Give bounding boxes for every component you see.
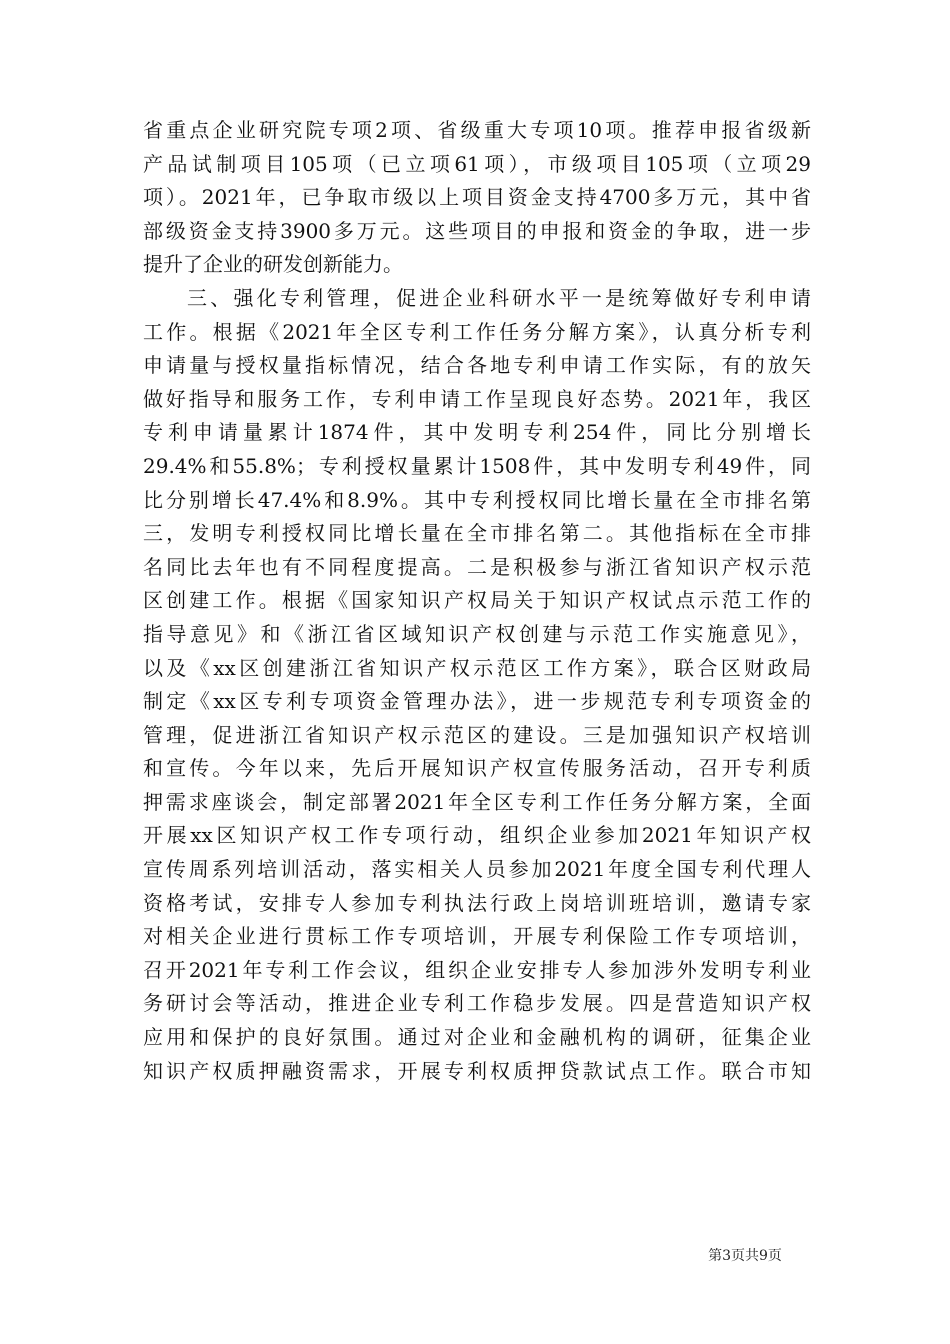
text-line: 项）。2021年，已争取市级以上项目资金支持4700多万元，其中省: [143, 185, 811, 210]
text-line: 召开2021年专利工作会议，组织企业安排专人参加涉外发明专利业: [143, 957, 811, 982]
text-line: 管理，促进浙江省知识产权示范区的建设。三是加强知识产权培训: [143, 722, 811, 747]
text-line: 知识产权质押融资需求，开展专利权质押贷款试点工作。联合市知: [143, 1058, 811, 1083]
page-number-footer: 第3页共9页: [708, 1248, 782, 1264]
text-line: 押需求座谈会，制定部署2021年全区专利工作任务分解方案，全面: [143, 789, 811, 814]
text-line: 制定《xx区专利专项资金管理办法》，进一步规范专利专项资金的: [143, 689, 811, 714]
paragraph-start-line: 三、强化专利管理，促进企业科研水平一是统筹做好专利申请: [187, 285, 811, 310]
text-line: 三，发明专利授权同比增长量在全市排名第二。其他指标在全市排: [143, 521, 811, 546]
text-line: 专利申请量累计1874件，其中发明专利254件，同比分别增长: [143, 420, 811, 445]
document-body: [143, 114, 811, 1088]
text-line: 宣传周系列培训活动，落实相关人员参加2021年度全国专利代理人: [143, 857, 811, 882]
text-line: 产品试制项目105项（已立项61项），市级项目105项（立项29: [143, 151, 811, 176]
text-line: 申请量与授权量指标情况，结合各地专利申请工作实际，有的放矢: [143, 353, 811, 378]
text-line: 和宣传。今年以来，先后开展知识产权宣传服务活动，召开专利质: [143, 756, 811, 781]
text-line: 做好指导和服务工作，专利申请工作呈现良好态势。2021年，我区: [143, 386, 811, 411]
text-line: 省重点企业研究院专项2项、省级重大专项10项。推荐申报省级新: [143, 118, 811, 142]
text-line: 29.4%和55.8%；专利授权量累计1508件，其中发明专利49件，同: [143, 453, 811, 478]
text-line: 以及《xx区创建浙江省知识产权示范区工作方案》，联合区财政局: [143, 655, 811, 680]
text-line: 资格考试，安排专人参加专利执法行政上岗培训班培训，邀请专家: [143, 890, 811, 915]
text-line: 名同比去年也有不同程度提高。二是积极参与浙江省知识产权示范: [143, 554, 811, 579]
text-line: 指导意见》和《浙江省区域知识产权创建与示范工作实施意见》，: [143, 621, 811, 646]
text-line: 区创建工作。根据《国家知识产权局关于知识产权试点示范工作的: [143, 588, 811, 613]
text-line: 部级资金支持3900多万元。这些项目的申报和资金的争取，进一步: [143, 218, 811, 243]
text-line: 对相关企业进行贯标工作专项培训，开展专利保险工作专项培训，: [143, 924, 811, 949]
text-line: 工作。根据《2021年全区专利工作任务分解方案》，认真分析专利: [143, 319, 811, 344]
text-line: 提升了企业的研发创新能力。: [143, 252, 403, 277]
text-line: 开展xx区知识产权工作专项行动，组织企业参加2021年知识产权: [143, 823, 811, 848]
text-line: 应用和保护的良好氛围。通过对企业和金融机构的调研，征集企业: [143, 1025, 811, 1050]
text-line: 比分别增长47.4%和8.9%。其中专利授权同比增长量在全市排名第: [143, 487, 811, 512]
text-line: 务研讨会等活动，推进企业专利工作稳步发展。四是营造知识产权: [143, 991, 811, 1016]
